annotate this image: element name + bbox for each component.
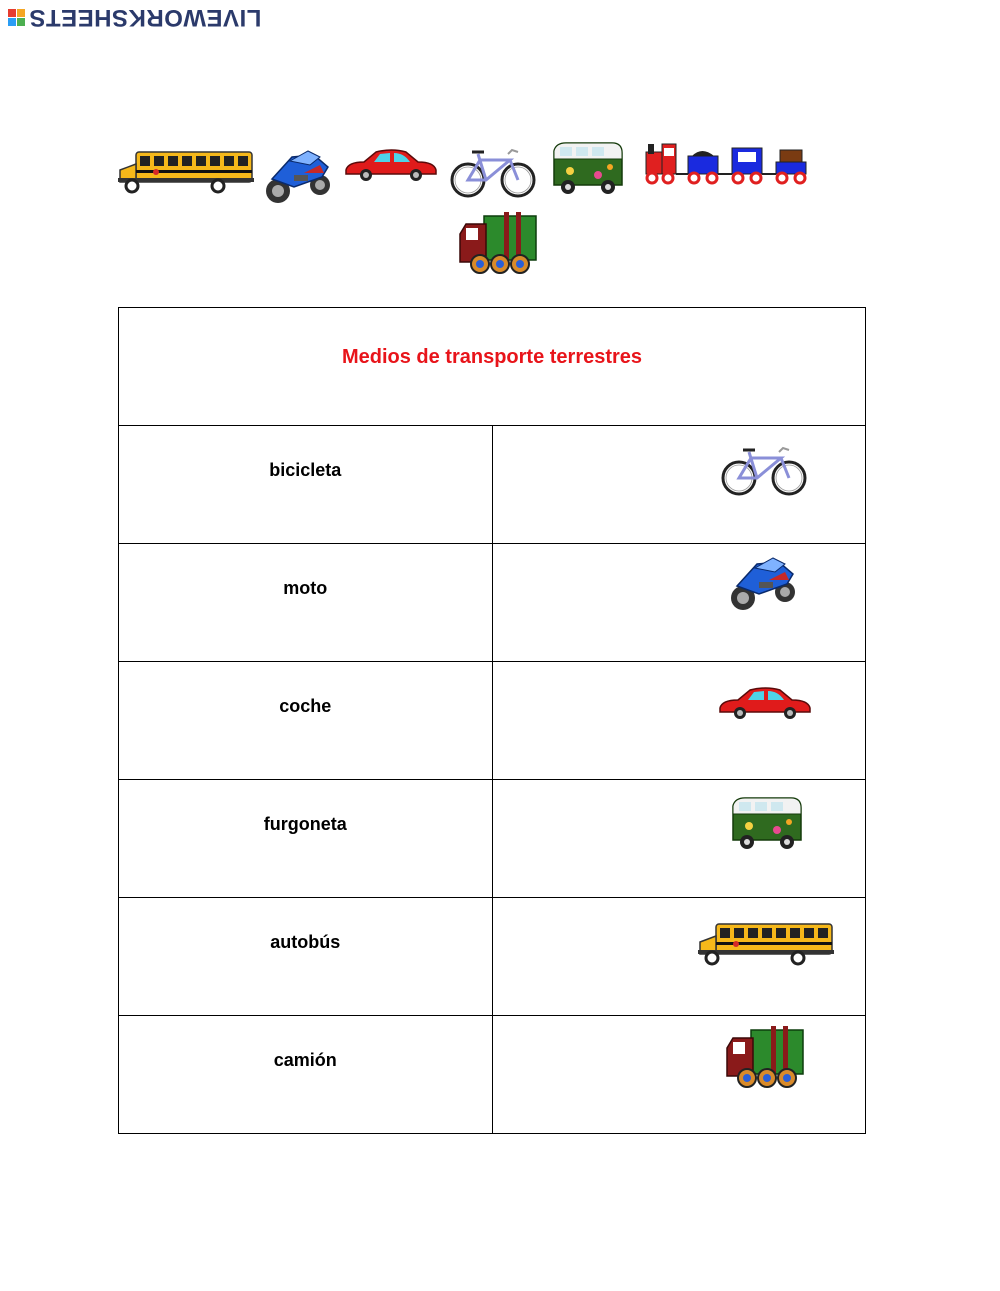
table-row xyxy=(119,1016,866,1134)
motorcycle-icon xyxy=(264,145,334,207)
row-label: furgoneta xyxy=(263,814,347,834)
truck-icon xyxy=(458,212,538,276)
transport-table xyxy=(118,307,866,1134)
school-bus-icon xyxy=(698,920,834,966)
car-icon xyxy=(718,686,812,720)
label-cell xyxy=(119,426,493,544)
row-label: moto xyxy=(283,578,328,598)
van-icon xyxy=(729,796,805,852)
bicycle-icon xyxy=(721,440,807,498)
picture-cell xyxy=(492,898,866,1016)
label-cell xyxy=(119,898,493,1016)
picture-cell xyxy=(492,1016,866,1134)
logo-text: LIVEWORKSHEETS xyxy=(29,4,262,31)
bicycle-icon xyxy=(450,142,536,200)
table-title-row xyxy=(119,308,866,426)
van-icon xyxy=(550,141,626,197)
table-row xyxy=(119,426,866,544)
picture-cell xyxy=(492,780,866,898)
train-icon xyxy=(642,138,810,188)
picture-cell xyxy=(492,426,866,544)
car-icon xyxy=(344,148,438,182)
row-label: coche xyxy=(279,696,332,716)
school-bus-icon xyxy=(118,148,254,194)
table-title-cell xyxy=(119,308,866,426)
motorcycle-icon xyxy=(729,552,799,614)
vehicle-gallery xyxy=(0,0,1000,300)
label-cell xyxy=(119,780,493,898)
table-row xyxy=(119,662,866,780)
table-title: Medios de transporte terrestres xyxy=(341,346,643,368)
table-row xyxy=(119,544,866,662)
table-row xyxy=(119,780,866,898)
picture-cell xyxy=(492,662,866,780)
row-label: camión xyxy=(273,1050,337,1070)
table-row xyxy=(119,898,866,1016)
picture-cell xyxy=(492,544,866,662)
row-label: autobús xyxy=(270,932,341,952)
truck-icon xyxy=(725,1026,805,1090)
row-label: bicicleta xyxy=(269,460,342,480)
label-cell xyxy=(119,662,493,780)
label-cell xyxy=(119,544,493,662)
label-cell xyxy=(119,1016,493,1134)
